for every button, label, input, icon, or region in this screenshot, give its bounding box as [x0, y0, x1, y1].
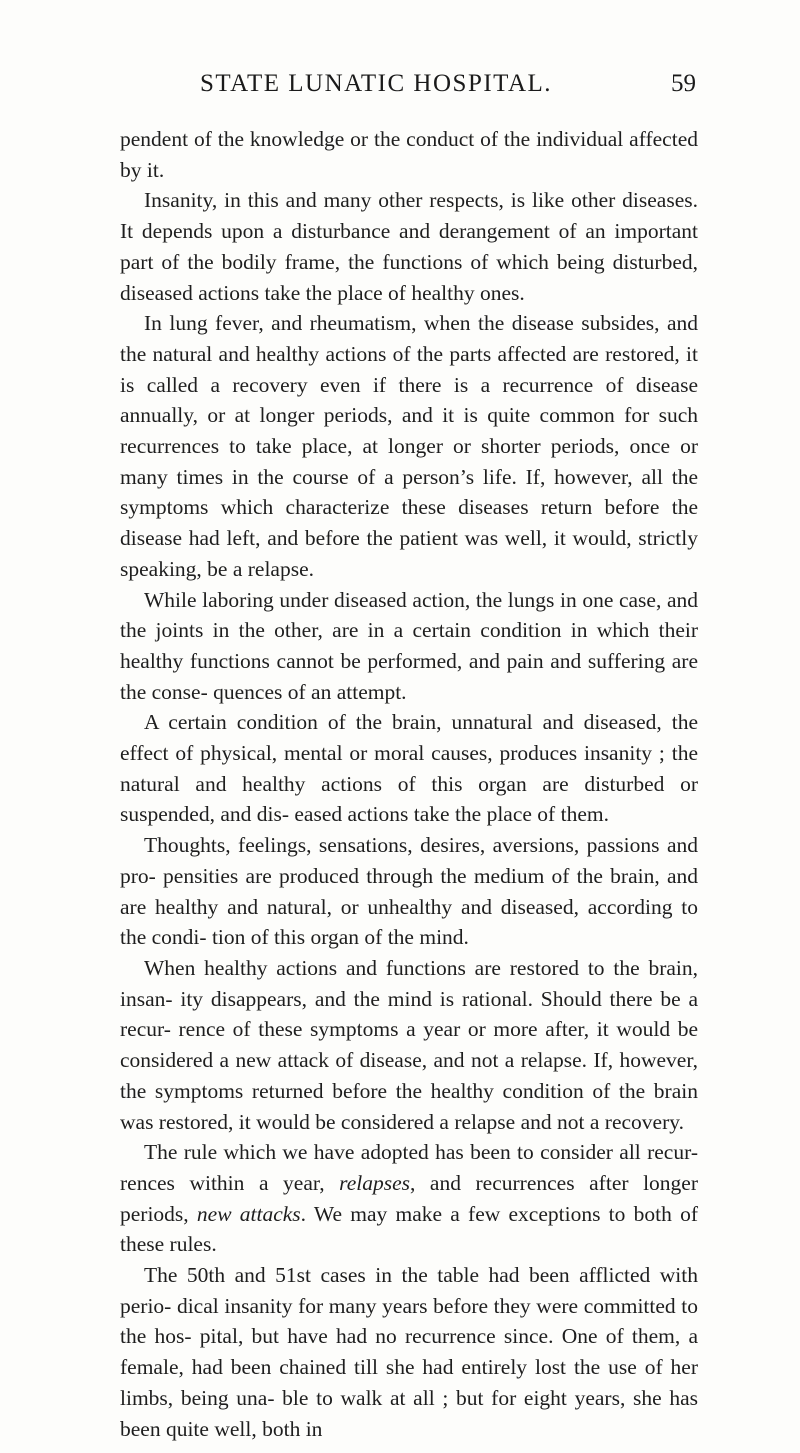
paragraph-8-text-middle: , and recurrences after longer periods,	[120, 1170, 698, 1226]
paragraph-7: When healthy actions and functions are restored to the brain, insan- ity disappears, and the mind is rational. Should there be a recur- rence of these symptoms a year or more after, it would be considered a new attack of disease, and not a relapse. If, however, the symptoms returned before the healthy condition of the brain was restored, it would be considered a relapse and not a recovery.	[120, 955, 698, 1134]
paragraph-6: Thoughts, feelings, sensations, desires, aversions, passions and pro- pensities are produced through the medium of the brain, and are healthy and natural, or unhealthy and diseased, according to the condi- tion of this organ of the mind.	[120, 833, 698, 950]
body-text	[120, 124, 698, 1444]
running-head: STATE LUNATIC HOSPITAL.	[200, 70, 553, 97]
paragraph-4: While laboring under diseased action, the lungs in one case, and the joints in the other, are in a certain condition in which their healthy functions cannot be performed, and pain and suffering are the conse- quences of an attempt.	[120, 587, 698, 704]
paragraph-9: The 50th and 51st cases in the table had been afflicted with perio- dical insanity for many years before they were committed to the hos- pital, but have had no recurrence since. One of them, a female, had been chained till she had entirely lost the use of her limbs, being una- ble to walk at all ; but for eight years, she has been quite well, both in	[120, 1263, 698, 1441]
paragraph-8	[120, 1137, 698, 1260]
page-number: 59	[671, 70, 696, 97]
paragraph-1: pendent of the knowledge or the conduct of the individual affected by it.	[120, 127, 698, 182]
italic-relapses: relapses	[339, 1170, 410, 1195]
paragraph-8-text-after: . We may make a few exceptions to both of these rules.	[120, 1201, 698, 1257]
paragraph-2: Insanity, in this and many other respects, is like other diseases. It depends upon a disturbance and derangement of an important part of the bodily frame, the functions of which being disturbed, diseased actions take the place of healthy ones.	[120, 188, 698, 305]
page-header	[120, 70, 696, 110]
italic-new-attacks: new attacks	[196, 1201, 301, 1226]
paragraph-5: A certain condition of the brain, unnatural and diseased, the effect of physical, mental or moral causes, produces insanity ; the natural and healthy actions of this organ are disturbed or suspended, and dis- eased actions take the place of them.	[120, 710, 698, 827]
paragraph-3: In lung fever, and rheumatism, when the disease subsides, and the natural and healthy actions of the parts affected are restored, it is called a recovery even if there is a recurrence of disease annually, or at longer periods, and it is quite common for such recurrences to take place, at longer or shorter periods, once or many times in the course of a person’s life. If, however, all the symptoms which characterize these diseases return before the disease had left, and before the patient was well, it would, strictly speaking, be a relapse.	[120, 311, 698, 581]
paragraph-8-text-before: The rule which we have adopted has been to consider all recur- rences within a year,	[120, 1140, 698, 1195]
